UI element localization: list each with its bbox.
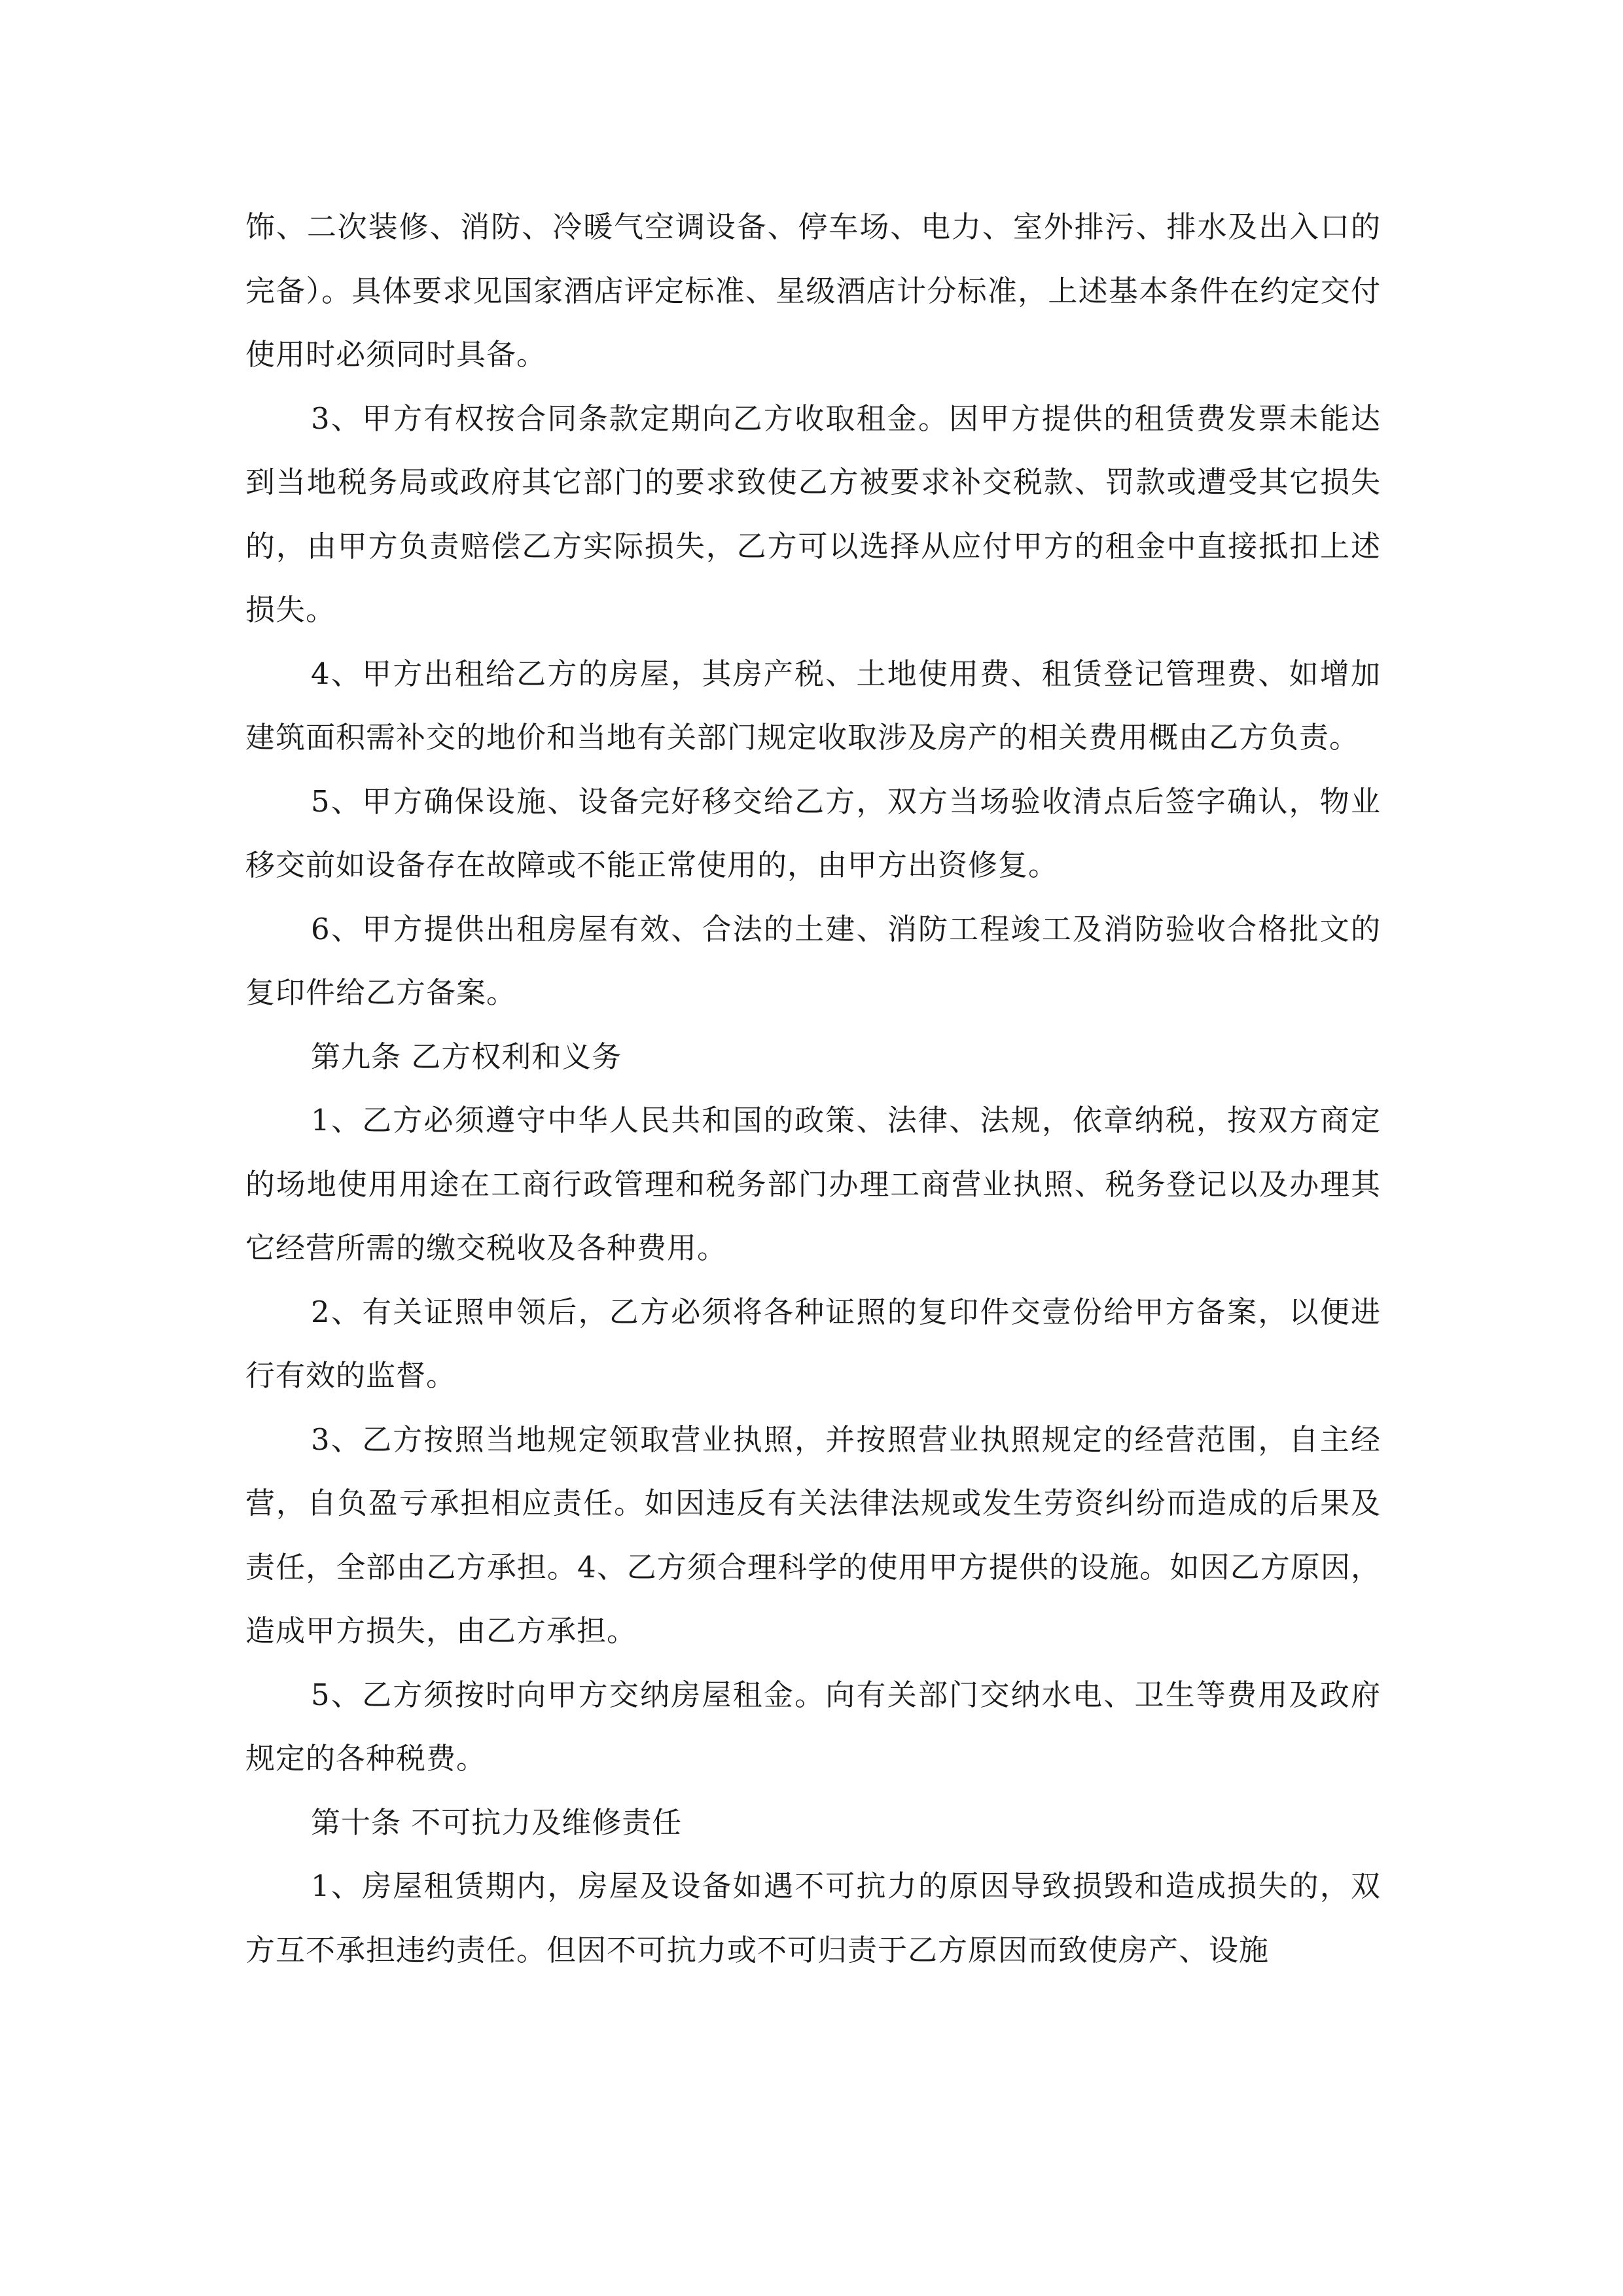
section-heading-article-10: 第十条 不可抗力及维修责任 bbox=[311, 1804, 683, 1840]
paragraph-clause-9-1: 1、乙方必须遵守中华人民共和国的政策、法律、法规，依章纳税，按双方商定的场地使用用途在工商行政管理和税务部门办理工商营业执照、税务登记以及办理其它经营所需的缴交税收及各种费用。 bbox=[245, 1103, 1381, 1265]
paragraph-clause-10-1: 1、房屋租赁期内，房屋及设备如遇不可抗力的原因导致损毁和造成损失的，双方互不承担违约责任。但因不可抗力或不可归责于乙方原因而致使房产、设施 bbox=[245, 1869, 1381, 1967]
paragraph-clause-8-5: 5、甲方确保设施、设备完好移交给乙方，双方当场验收清点后签字确认，物业移交前如设备存在故障或不能正常使用的，由甲方出资修复。 bbox=[245, 783, 1381, 882]
section-heading-article-9: 第九条 乙方权利和义务 bbox=[311, 1039, 622, 1074]
paragraph-clause-9-5: 5、乙方须按时向甲方交纳房屋租金。向有关部门交纳水电、卫生等费用及政府规定的各种税费。 bbox=[245, 1677, 1381, 1776]
document-body bbox=[245, 195, 1381, 1982]
paragraph-continuation: 饰、二次装修、消防、冷暖气空调设备、停车场、电力、室外排污、排水及出入口的完备）。具体要求见国家酒店评定标准、星级酒店计分标准，上述基本条件在约定交付使用时必须同时具备。 bbox=[245, 209, 1381, 372]
paragraph-clause-9-3: 3、乙方按照当地规定领取营业执照，并按照营业执照规定的经营范围，自主经营，自负盈亏承担相应责任。如因违反有关法律法规或发生劳资纠纷而造成的后果及责任，全部由乙方承担。4、乙方须合理科学的使用甲方提供的设施。如因乙方原因，造成甲方损失，由乙方承担。 bbox=[245, 1422, 1381, 1648]
paragraph-clause-8-6: 6、甲方提供出租房屋有效、合法的土建、消防工程竣工及消防验收合格批文的复印件给乙方备案。 bbox=[245, 911, 1381, 1010]
paragraph-clause-8-3: 3、甲方有权按合同条款定期向乙方收取租金。因甲方提供的租赁费发票未能达到当地税务局或政府其它部门的要求致使乙方被要求补交税款、罚款或遭受其它损失的，由甲方负责赔偿乙方实际损失，乙方可以选择从应付甲方的租金中直接抵扣上述损失。 bbox=[245, 401, 1381, 627]
paragraph-clause-8-4: 4、甲方出租给乙方的房屋，其房产税、土地使用费、租赁登记管理费、如增加建筑面积需补交的地价和当地有关部门规定收取涉及房产的相关费用概由乙方负责。 bbox=[245, 656, 1381, 755]
paragraph-clause-9-2: 2、有关证照申领后，乙方必须将各种证照的复印件交壹份给甲方备案，以便进行有效的监督。 bbox=[245, 1294, 1381, 1393]
